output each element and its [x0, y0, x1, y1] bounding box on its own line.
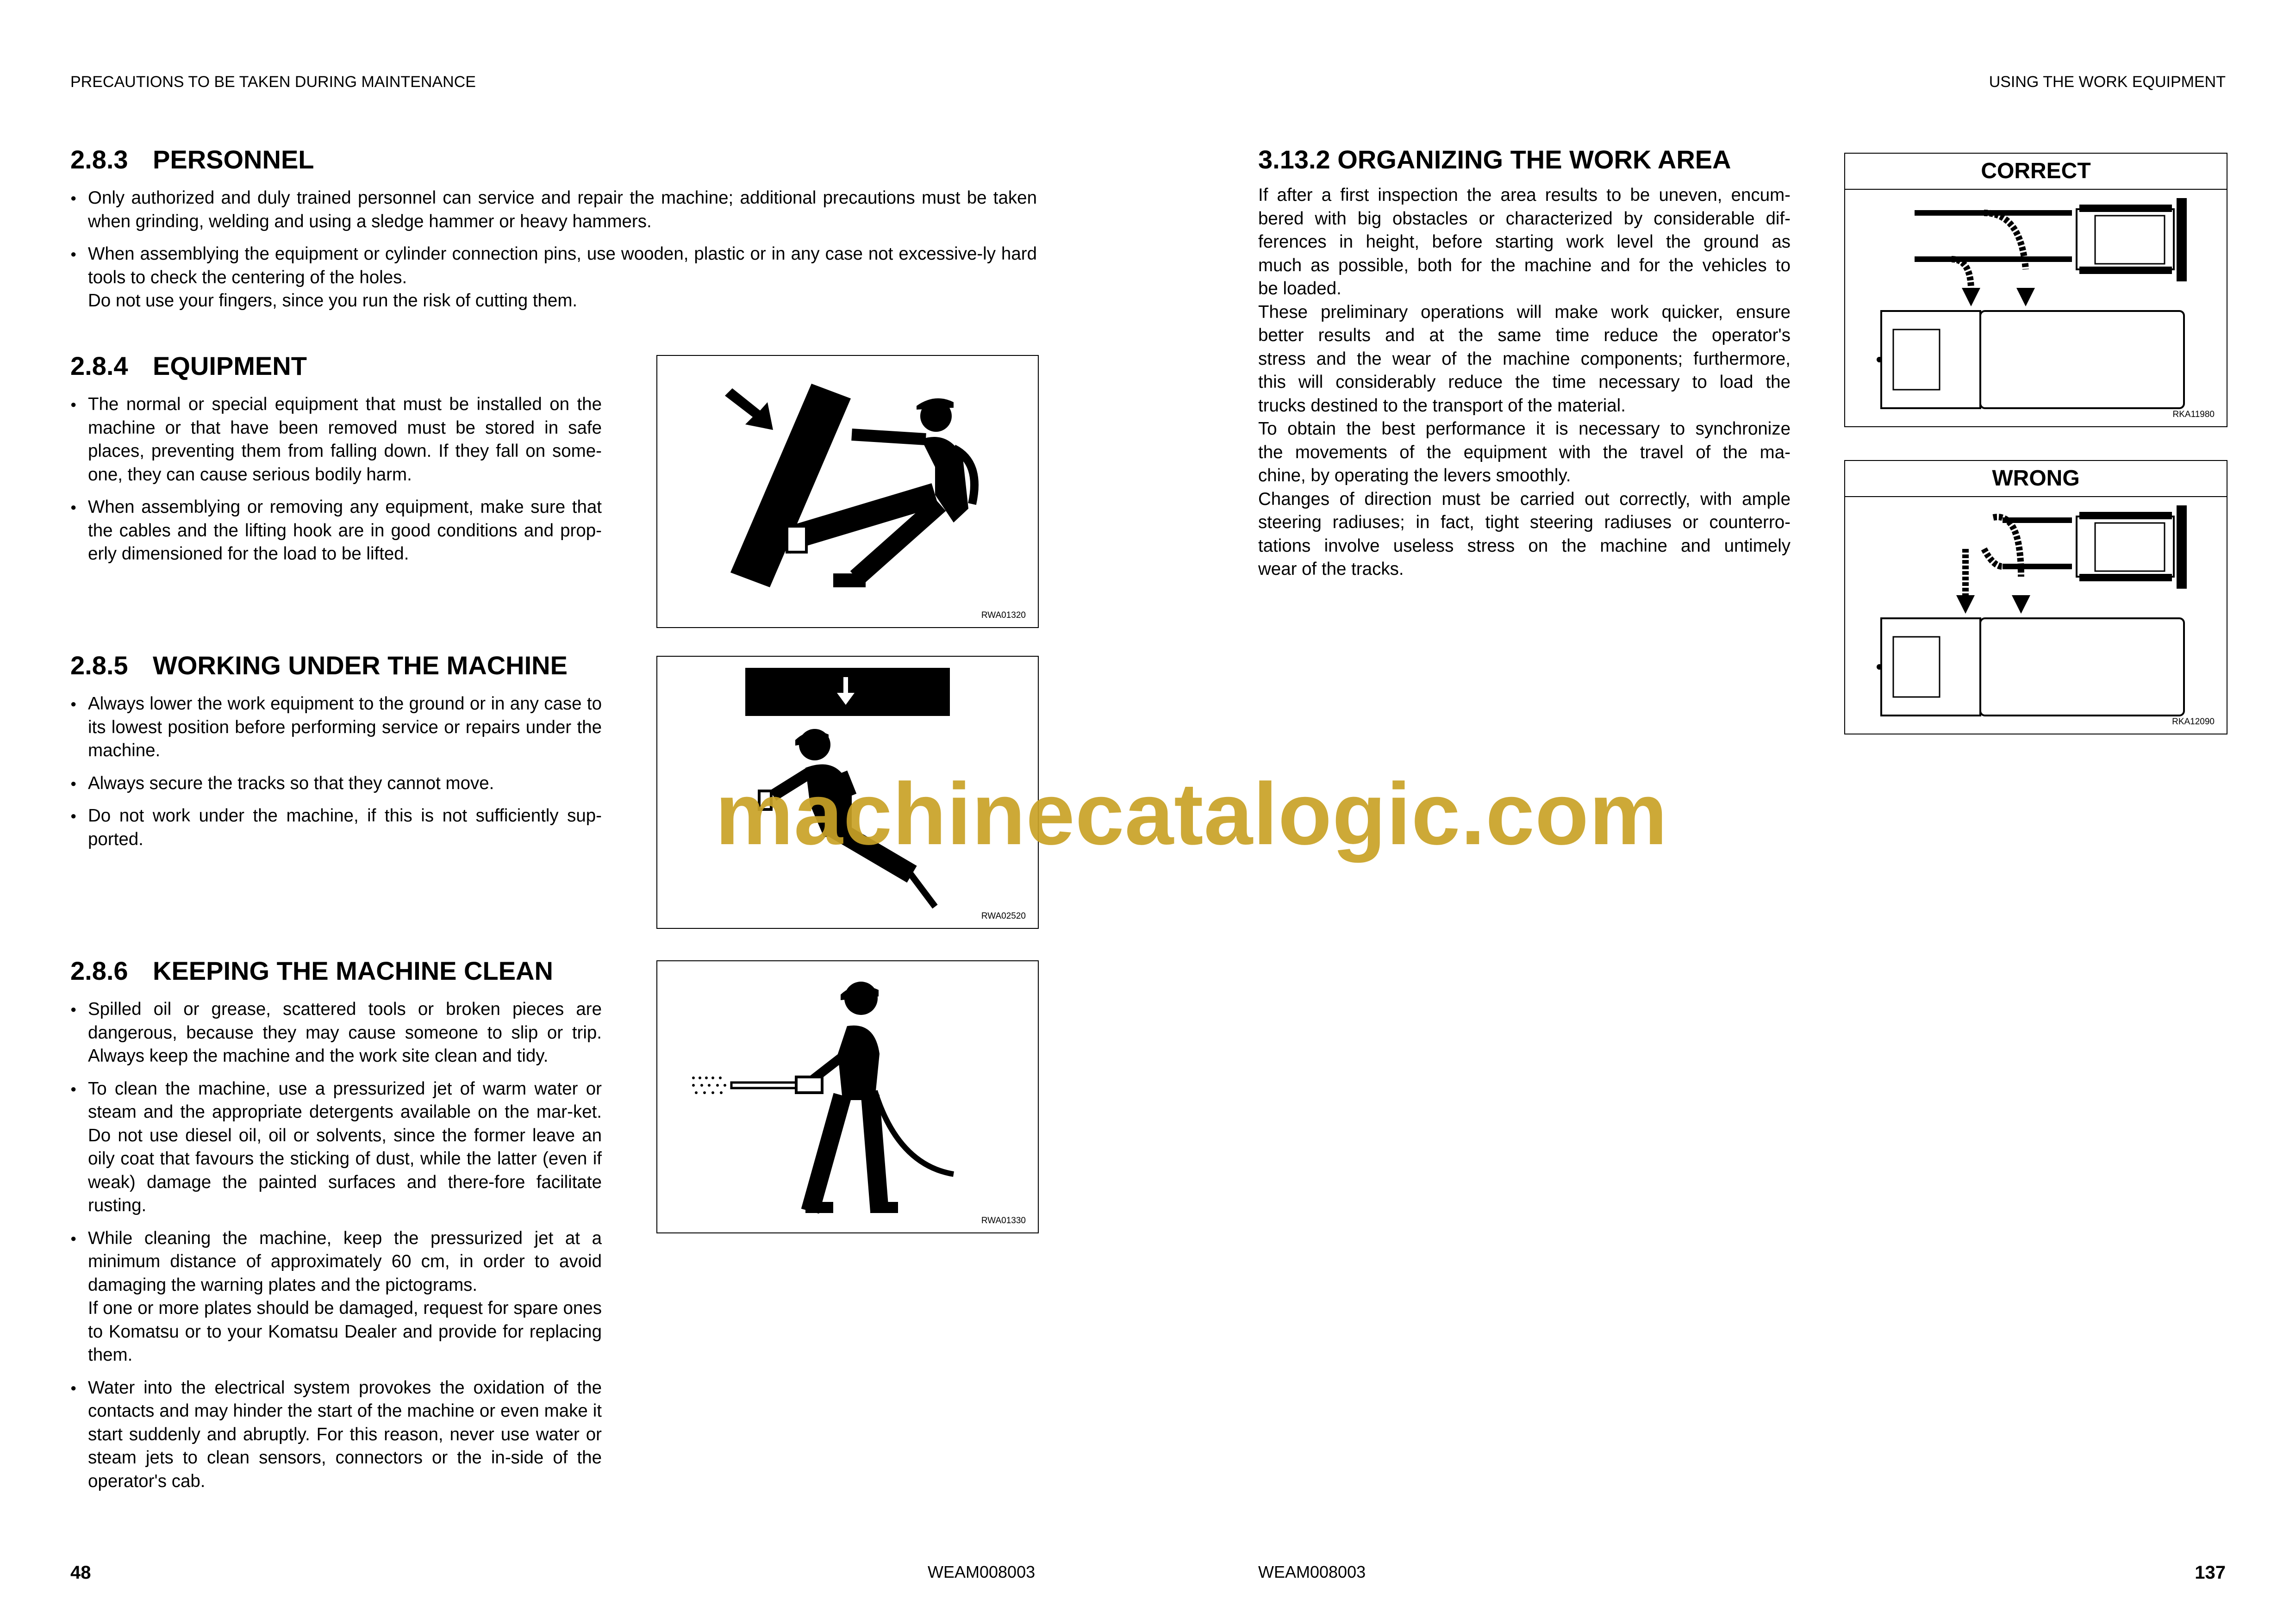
figure-code: RKA12090 [2172, 717, 2215, 727]
bullet-item [70, 187, 1037, 233]
section-equipment [70, 351, 602, 575]
paragraph-line: wear of the tracks. [1258, 559, 1404, 579]
bullet-text: ● Only authorized and duly trained personnel can service and repair the machine; additional precautions must be taken when grinding, welding and using a sledge hammer or heavy hammers. [88, 188, 1037, 231]
section-title: PERSONNEL [153, 145, 314, 174]
figure-falling-equipment [656, 355, 1039, 628]
bullet-text: ● Do not work under the machine, if this is not sufficiently sup-ported. [88, 806, 602, 849]
section-heading [70, 650, 602, 680]
section-number: 2.8.6 [70, 956, 128, 985]
section-paragraph [1258, 184, 1791, 581]
figure-code: RWA01330 [981, 1216, 1026, 1226]
bullet-item [70, 772, 602, 796]
section-personnel [70, 144, 1037, 322]
paragraph-line: stress and the wear of the machine components; furthermore, [1258, 348, 1791, 369]
bullet-item [70, 1077, 602, 1218]
bullet-text: ● Water into the electrical system provokes the oxidation of the contacts and may hinder the start of the machine or even make it start suddenly and abruptly. For this reason, never use water or steam jets to clean sensors, connectors or the in-side of the operator's cab. [88, 1377, 602, 1491]
bullet-item [70, 496, 602, 566]
paragraph-line: tations involve useless stress on the machine and untimely [1258, 535, 1791, 556]
bullet-text: ● Always lower the work equipment to the ground or in any case to its lowest position before performing service or repairs under the machine. [88, 694, 602, 760]
bullet-text: ● While cleaning the machine, keep the pressurized jet at a minimum distance of approximately 60 cm, in order to avoid damaging the warning plates and the pictograms. [88, 1228, 602, 1295]
bullet-text: ● The normal or special equipment that must be installed on the machine or that have been removed must be stored in safe places, preventing them from falling down. If they fall on some-one, they can cause serious bodily harm. [88, 394, 602, 485]
section-title: EQUIPMENT [153, 351, 307, 380]
figure-pressure-washer [656, 960, 1039, 1233]
figure-code: RWA02520 [981, 911, 1026, 921]
watermark: machinecatalogic.com [715, 765, 1668, 863]
paragraph-line: better results and at the same time reduce the operator's [1258, 325, 1791, 345]
paragraph-line: Changes of direction must be carried out correctly, with ample [1258, 489, 1791, 509]
wrong-maneuver-diagram [1845, 461, 2228, 735]
section-heading [70, 351, 602, 381]
left-page-number: 48 [70, 1562, 91, 1583]
section-title: WORKING UNDER THE MACHINE [153, 651, 568, 680]
paragraph-line: To obtain the best performance it is necessary to synchronize [1258, 419, 1791, 439]
pressure-washer-pictogram [657, 961, 1040, 1234]
bullet-list [70, 393, 602, 566]
paragraph-line: be loaded. [1258, 279, 1341, 299]
section-keeping-clean [70, 956, 602, 1502]
section-number: 2.8.3 [70, 145, 128, 174]
section-working-under-machine [70, 650, 602, 860]
figure-title: WRONG [1845, 461, 2227, 497]
bullet-item [70, 998, 602, 1068]
paragraph-line: bered with big obstacles or characterized by considerable dif- [1258, 208, 1791, 229]
bullet-item [70, 1376, 602, 1493]
right-page-number: 137 [2195, 1562, 2226, 1583]
section-number: 2.8.5 [70, 651, 128, 680]
paragraph-line: If after a first inspection the area results to be uneven, encum- [1258, 185, 1791, 205]
right-page-header: USING THE WORK EQUIPMENT [1989, 73, 2226, 91]
paragraph-line: steering radiuses; in fact, tight steering radiuses or counterro- [1258, 512, 1791, 532]
bullet-text: ● Spilled oil or grease, scattered tools or broken pieces are dangerous, because they may cause someone to slip or trip. Always keep the machine and the work site clean and tidy. [88, 999, 602, 1066]
paragraph-line: the movements of the equipment with the travel of the ma- [1258, 442, 1791, 462]
section-number: 2.8.4 [70, 351, 128, 380]
figure-code: RWA01320 [981, 610, 1026, 620]
paragraph-line: chine, by operating the levers smoothly. [1258, 466, 1571, 485]
falling-object-pictogram [657, 356, 1040, 629]
paragraph-line: much as possible, both for the machine and for the vehicles to [1258, 255, 1791, 275]
bullet-list [70, 187, 1037, 313]
bullet-text: Do not use your fingers, since you run the risk of cutting them. [88, 291, 578, 311]
paragraph-line: ferences in height, before starting work level the ground as [1258, 232, 1791, 252]
paragraph-line: this will considerably reduce the time necessary to load the [1258, 372, 1791, 392]
paragraph-line: These preliminary operations will make work quicker, ensure [1258, 302, 1791, 322]
section-heading [70, 144, 1037, 174]
figure-correct [1844, 153, 2227, 427]
bullet-item [70, 1227, 602, 1367]
bullet-item [70, 243, 1037, 313]
section-organizing-work-area [1258, 144, 1791, 581]
bullet-list [70, 692, 602, 851]
figure-title: CORRECT [1845, 154, 2227, 190]
bullet-text: ● When assemblying the equipment or cylinder connection pins, use wooden, plastic or in any case not excessive-ly hard tools to check the centering of the holes. [88, 244, 1037, 287]
section-title: 3.13.2 ORGANIZING THE WORK AREA [1258, 145, 1731, 174]
bullet-list [70, 998, 602, 1493]
bullet-text: If one or more plates should be damaged, request for spare ones to Komatsu or to your Komatsu Dealer and provide for replacing them. [88, 1298, 602, 1365]
right-doc-code: WEAM008003 [1258, 1562, 1366, 1581]
left-page-header: PRECAUTIONS TO BE TAKEN DURING MAINTENANCE [70, 73, 476, 91]
figure-code: RKA11980 [2172, 410, 2215, 419]
figure-wrong [1844, 460, 2227, 734]
correct-maneuver-diagram [1845, 154, 2228, 428]
paragraph-line: trucks destined to the transport of the material. [1258, 395, 1626, 416]
section-title: KEEPING THE MACHINE CLEAN [153, 956, 553, 985]
bullet-item [70, 692, 602, 763]
left-doc-code: WEAM008003 [928, 1562, 1036, 1581]
bullet-text: ● When assemblying or removing any equipment, make sure that the cables and the lifting hook are in good conditions and prop-erly dimensioned for the load to be lifted. [88, 497, 602, 564]
section-heading [70, 956, 602, 986]
bullet-text: ● Always secure the tracks so that they cannot move. [88, 773, 494, 793]
bullet-item [70, 804, 602, 851]
bullet-item [70, 393, 602, 486]
bullet-text: ● To clean the machine, use a pressurized jet of warm water or steam and the appropriate detergents available on the mar-ket. Do not use diesel oil, oil or solvents, since the former leave an oily coat that favours the sticking of dust, while the latter (even if weak) damage the painted surfaces and there-fore facilitate rusting. [88, 1078, 602, 1215]
